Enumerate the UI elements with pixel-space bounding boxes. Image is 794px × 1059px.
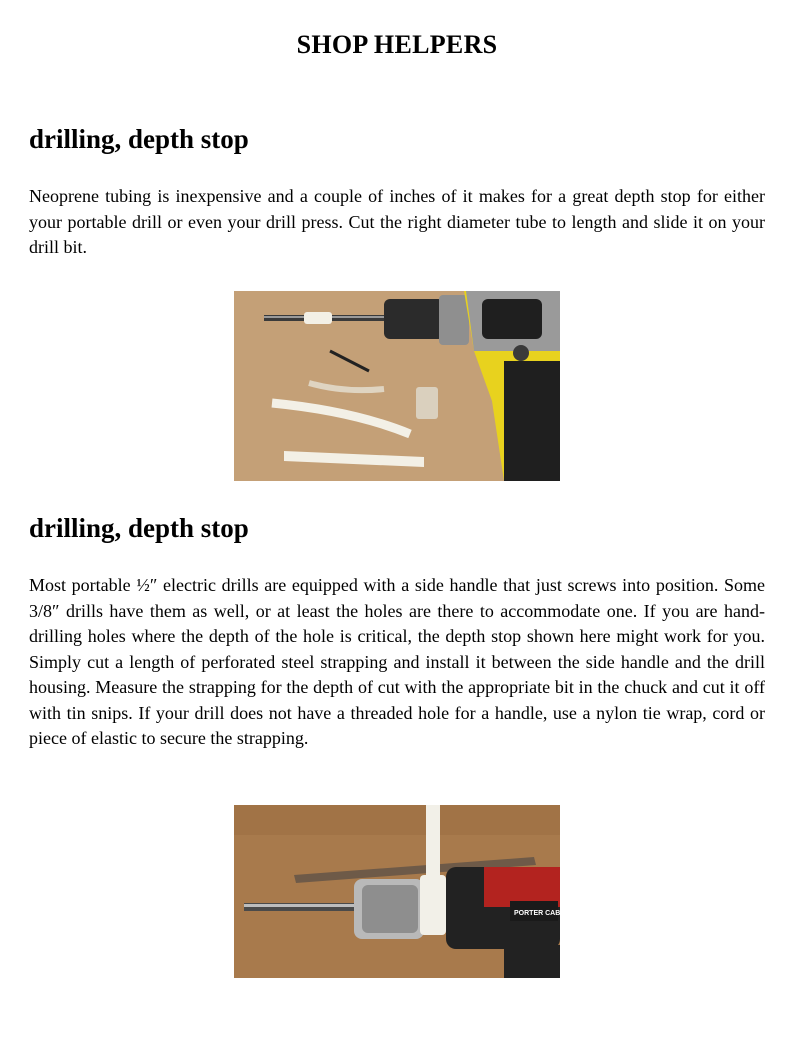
section-paragraph-1: Neoprene tubing is inexpensive and a couple of inches of it makes for a great depth stop for either your portable drill or even your drill press. Cut the right diameter tube to length and slide it on your drill bit. <box>29 186 765 257</box>
section-heading-1: drilling, depth stop <box>29 124 249 154</box>
drill-brand-label: PORTER CABLE <box>514 910 570 917</box>
page-title: SHOP HELPERS <box>296 30 498 59</box>
drill-depth-stop-photo-1 <box>234 291 560 481</box>
section-paragraph-2: Most portable ½″ electric drills are equipped with a side handle that just screws into position. Some 3/8″ drills have them as well, or at least the holes are there to accommodate one. If you are hand-drilling holes where the depth of the hole is critical, the depth stop shown here might work for you. Simply cut a length of perforated steel strapping and install it between the side handle and the drill housing. Measure the strapping for the depth of cut with the appropriate bit in the chuck and cut it off with tin snips. If your drill does not have a threaded hole for a handle, use a nylon tie wrap, cord or piece of elastic to secure the strapping. <box>29 575 765 748</box>
drill-with-strapping-illustration <box>234 805 570 978</box>
section-heading-2: drilling, depth stop <box>29 513 249 543</box>
drill-depth-stop-photo-2 <box>234 805 570 978</box>
drill-with-tubing-illustration <box>234 291 560 481</box>
